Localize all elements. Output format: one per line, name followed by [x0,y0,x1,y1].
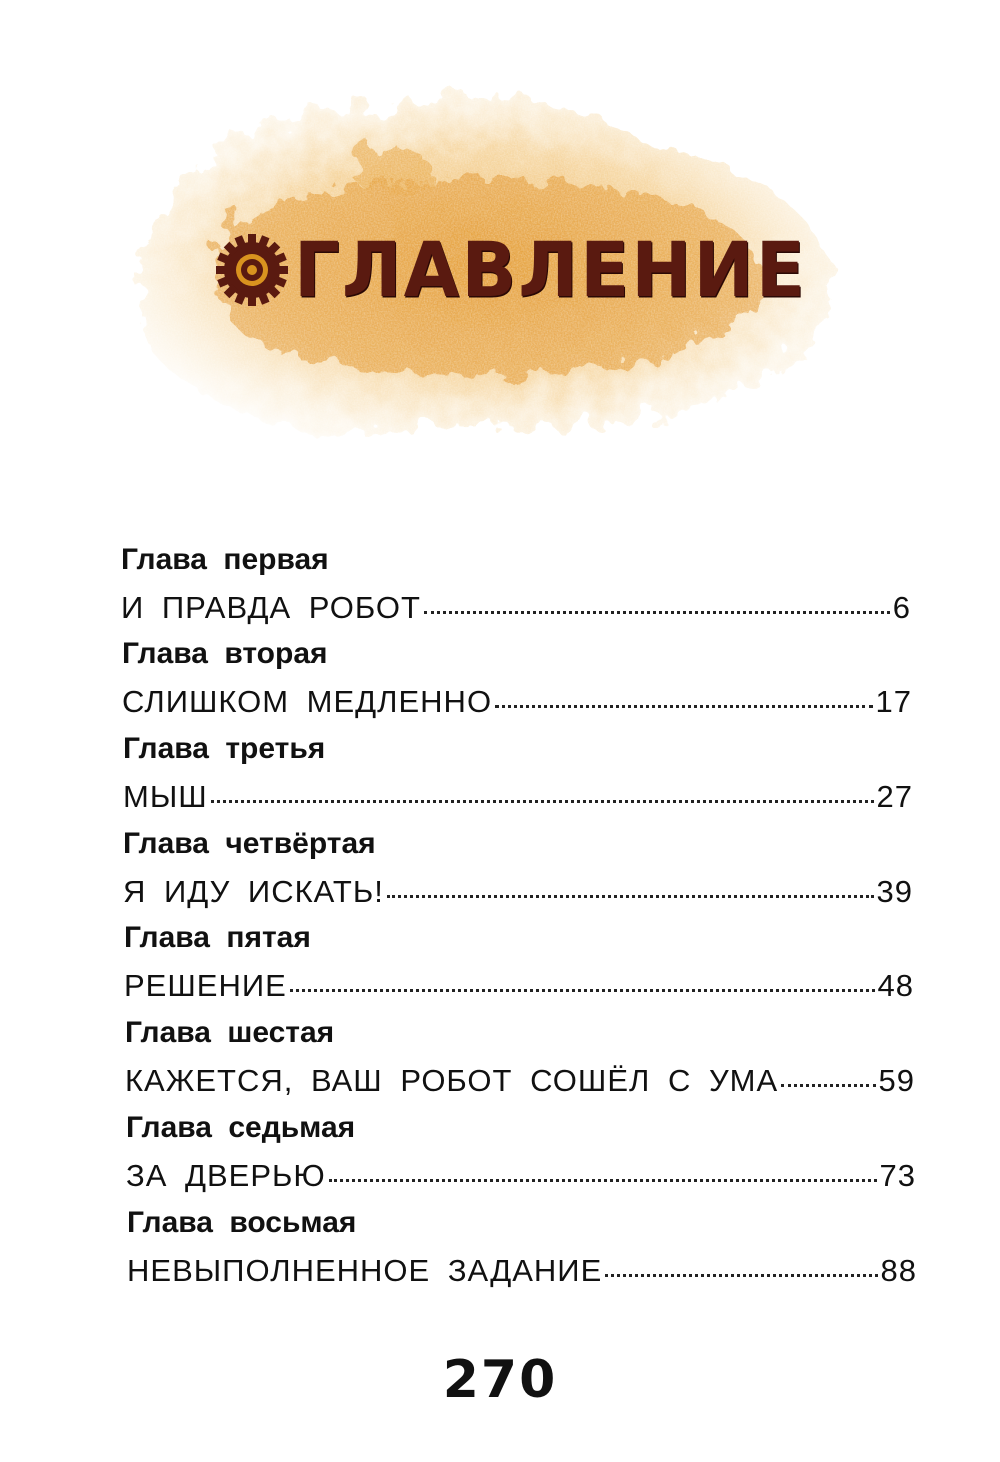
chapter-title: СЛИШКОМ МЕДЛЕННО [122,684,493,719]
toc-line [122,684,912,728]
toc-line [125,1063,915,1107]
dot-leader [781,1084,875,1087]
chapter-label: Глава восьмая [127,1206,357,1239]
chapter-page: 88 [880,1253,917,1288]
chapter-title: КАЖЕТСЯ, ВАШ РОБОТ СОШЁЛ С УМА [125,1063,779,1098]
dot-leader [329,1179,877,1182]
chapter-page: 27 [876,779,913,814]
toc-line [127,1253,917,1297]
chapter-title: РЕШЕНИЕ [124,968,287,1003]
toc-line [124,968,914,1012]
toc-line [123,874,913,918]
chapter-label: Глава шестая [125,1016,335,1049]
page-number: 270 [442,1350,558,1410]
chapter-page: 39 [876,874,913,909]
chapter-page: 48 [877,968,914,1003]
toc-line [123,779,913,823]
dot-leader [387,895,874,898]
chapter-title: И ПРАВДА РОБОТ [121,590,421,625]
toc-entry [125,1013,915,1107]
chapter-label: Глава вторая [122,637,328,670]
toc-entry [121,540,911,634]
chapter-page: 59 [878,1063,915,1098]
toc-entry [123,824,913,918]
dot-leader [424,611,890,614]
dot-leader [211,800,874,803]
toc-line [121,590,911,634]
chapter-label: Глава первая [121,543,329,576]
chapter-page: 17 [875,684,912,719]
dot-leader [605,1274,877,1277]
chapter-page: 6 [892,590,911,625]
chapter-title: Я ИДУ ИСКАТЬ! [123,874,384,909]
chapter-label: Глава седьмая [126,1111,356,1144]
toc-entry [127,1203,917,1297]
chapter-label: Глава пятая [124,921,311,954]
dot-leader [495,705,872,708]
chapter-page: 73 [879,1158,916,1193]
chapter-label: Глава четвёртая [123,827,376,860]
chapter-title: МЫШ [123,779,208,814]
toc-entry [126,1108,916,1202]
heading-text: ГЛАВЛЕНИЕ [294,225,807,315]
chapter-label: Глава третья [123,732,326,765]
chapter-title: НЕВЫПОЛНЕННОЕ ЗАДАНИЕ [127,1253,603,1288]
dot-leader [290,989,875,992]
toc-entry [124,918,914,1012]
toc-entry [122,634,912,728]
toc-line [126,1158,916,1202]
chapter-title: ЗА ДВЕРЬЮ [126,1158,326,1193]
toc-entry [123,729,913,823]
